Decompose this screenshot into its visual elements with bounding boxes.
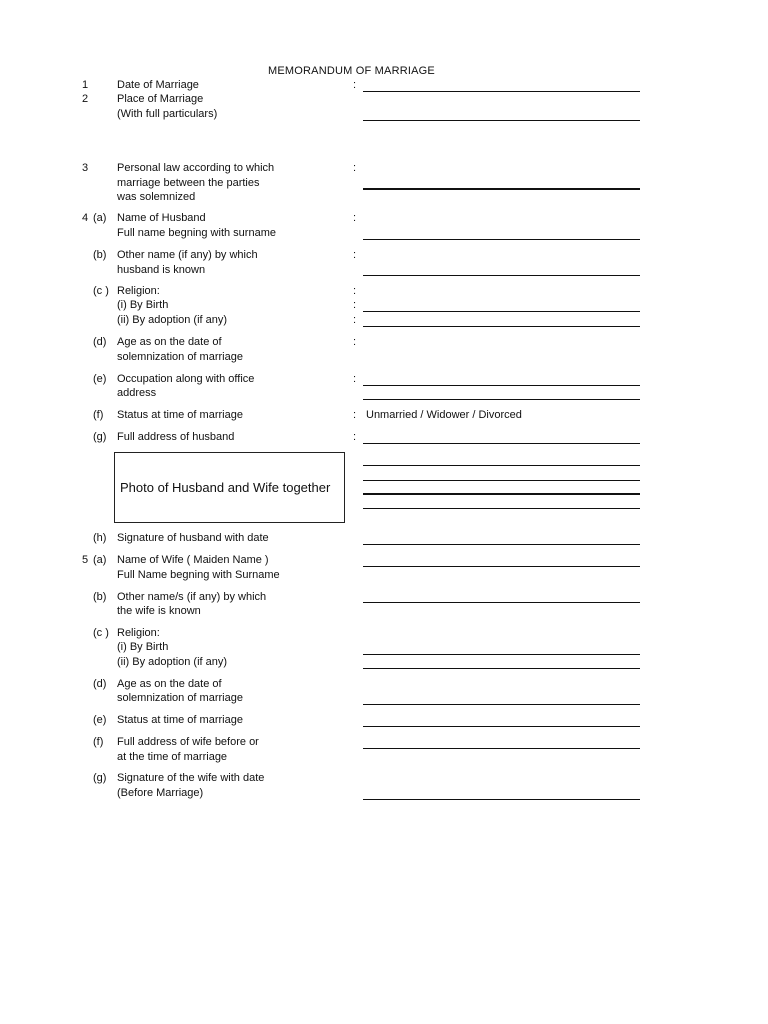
personal-law-label: was solemnized	[117, 191, 196, 203]
place-of-marriage-label: Place of Marriage	[117, 93, 204, 105]
sub-item-letter: (e)	[93, 373, 107, 385]
husband-status-options[interactable]: Unmarried / Widower / Divorced	[366, 409, 522, 421]
colon: :	[353, 285, 357, 297]
colon: :	[353, 409, 357, 421]
husband-occupation-field[interactable]	[363, 385, 640, 386]
date-of-marriage-label: Date of Marriage	[117, 79, 199, 91]
page-title: MEMORANDUM OF MARRIAGE	[268, 65, 435, 77]
personal-law-label: Personal law according to which	[117, 162, 275, 174]
wife-other-name-label: the wife is known	[117, 605, 201, 617]
sub-item-letter: (c )	[93, 627, 109, 639]
wife-religion-birth-field[interactable]	[363, 654, 640, 655]
husband-religion-birth-field[interactable]	[363, 311, 640, 312]
colon: :	[353, 249, 357, 261]
husband-address-label: Full address of husband	[117, 431, 235, 443]
item-number: 1	[82, 79, 89, 91]
sub-item-letter: (f)	[93, 736, 104, 748]
colon: :	[353, 79, 357, 91]
husband-name-label: Name of Husband	[117, 212, 206, 224]
husband-signature-field[interactable]	[363, 544, 640, 545]
item-number: 5	[82, 554, 89, 566]
wife-religion-label: Religion:	[117, 627, 160, 639]
wife-name-label: Name of Wife ( Maiden Name )	[117, 554, 269, 566]
colon: :	[353, 314, 357, 326]
husband-name-field[interactable]	[363, 239, 640, 240]
colon: :	[353, 212, 357, 224]
sub-item-letter: (c )	[93, 285, 109, 297]
husband-address-field[interactable]	[363, 508, 640, 509]
colon: :	[353, 336, 357, 348]
husband-religion-birth-label: (i) By Birth	[117, 299, 169, 311]
wife-signature-note: (Before Marriage)	[117, 787, 204, 799]
personal-law-field[interactable]	[363, 188, 640, 190]
wife-address-label: at the time of marriage	[117, 751, 228, 763]
husband-address-field[interactable]	[363, 493, 640, 495]
wife-age-field[interactable]	[363, 704, 640, 705]
wife-name-note: Full Name begning with Surname	[117, 569, 280, 581]
husband-age-label: Age as on the date of	[117, 336, 222, 348]
wife-religion-birth-label: (i) By Birth	[117, 641, 169, 653]
husband-occupation-label: Occupation along with office	[117, 373, 255, 385]
husband-religion-adoption-field[interactable]	[363, 326, 640, 327]
sub-item-letter: (a)	[93, 554, 107, 566]
sub-item-letter: (e)	[93, 714, 107, 726]
item-number: 4	[82, 212, 89, 224]
wife-signature-field[interactable]	[363, 799, 640, 800]
sub-item-letter: (b)	[93, 249, 107, 261]
colon: :	[353, 299, 357, 311]
wife-religion-adoption-field[interactable]	[363, 668, 640, 669]
wife-status-field[interactable]	[363, 726, 640, 727]
sub-item-letter: (g)	[93, 431, 107, 443]
date-of-marriage-field[interactable]	[363, 91, 640, 92]
photo-box-label: Photo of Husband and Wife together	[120, 480, 331, 495]
personal-law-label: marriage between the parties	[117, 177, 260, 189]
sub-item-letter: (d)	[93, 678, 107, 690]
sub-item-letter: (g)	[93, 772, 107, 784]
husband-status-label: Status at time of marriage	[117, 409, 243, 421]
colon: :	[353, 162, 357, 174]
wife-address-label: Full address of wife before or	[117, 736, 259, 748]
wife-status-label: Status at time of marriage	[117, 714, 243, 726]
wife-age-label: Age as on the date of	[117, 678, 222, 690]
wife-age-label: solemnization of marriage	[117, 692, 243, 704]
place-of-marriage-field[interactable]	[363, 120, 640, 121]
husband-address-field[interactable]	[363, 443, 640, 444]
husband-other-name-label: Other name (if any) by which	[117, 249, 258, 261]
husband-name-note: Full name begning with surname	[117, 227, 276, 239]
sub-item-letter: (f)	[93, 409, 104, 421]
husband-occupation-address-field[interactable]	[363, 399, 640, 400]
colon: :	[353, 431, 357, 443]
husband-occupation-label: address	[117, 387, 157, 399]
husband-signature-label: Signature of husband with date	[117, 532, 269, 544]
husband-other-name-label: husband is known	[117, 264, 206, 276]
sub-item-letter: (h)	[93, 532, 107, 544]
sub-item-letter: (a)	[93, 212, 107, 224]
place-of-marriage-note: (With full particulars)	[117, 108, 218, 120]
colon: :	[353, 373, 357, 385]
husband-religion-label: Religion:	[117, 285, 160, 297]
wife-name-field[interactable]	[363, 566, 640, 567]
wife-address-field[interactable]	[363, 748, 640, 749]
wife-religion-adoption-label: (ii) By adoption (if any)	[117, 656, 228, 668]
item-number: 3	[82, 162, 89, 174]
sub-item-letter: (b)	[93, 591, 107, 603]
wife-other-name-label: Other name/s (if any) by which	[117, 591, 267, 603]
sub-item-letter: (d)	[93, 336, 107, 348]
wife-other-name-field[interactable]	[363, 602, 640, 603]
item-number: 2	[82, 93, 89, 105]
husband-address-field[interactable]	[363, 465, 640, 466]
wife-signature-label: Signature of the wife with date	[117, 772, 265, 784]
husband-address-field[interactable]	[363, 480, 640, 481]
husband-age-label: solemnization of marriage	[117, 351, 243, 363]
husband-religion-adoption-label: (ii) By adoption (if any)	[117, 314, 228, 326]
photo-box[interactable]	[114, 452, 345, 523]
husband-other-name-field[interactable]	[363, 275, 640, 276]
